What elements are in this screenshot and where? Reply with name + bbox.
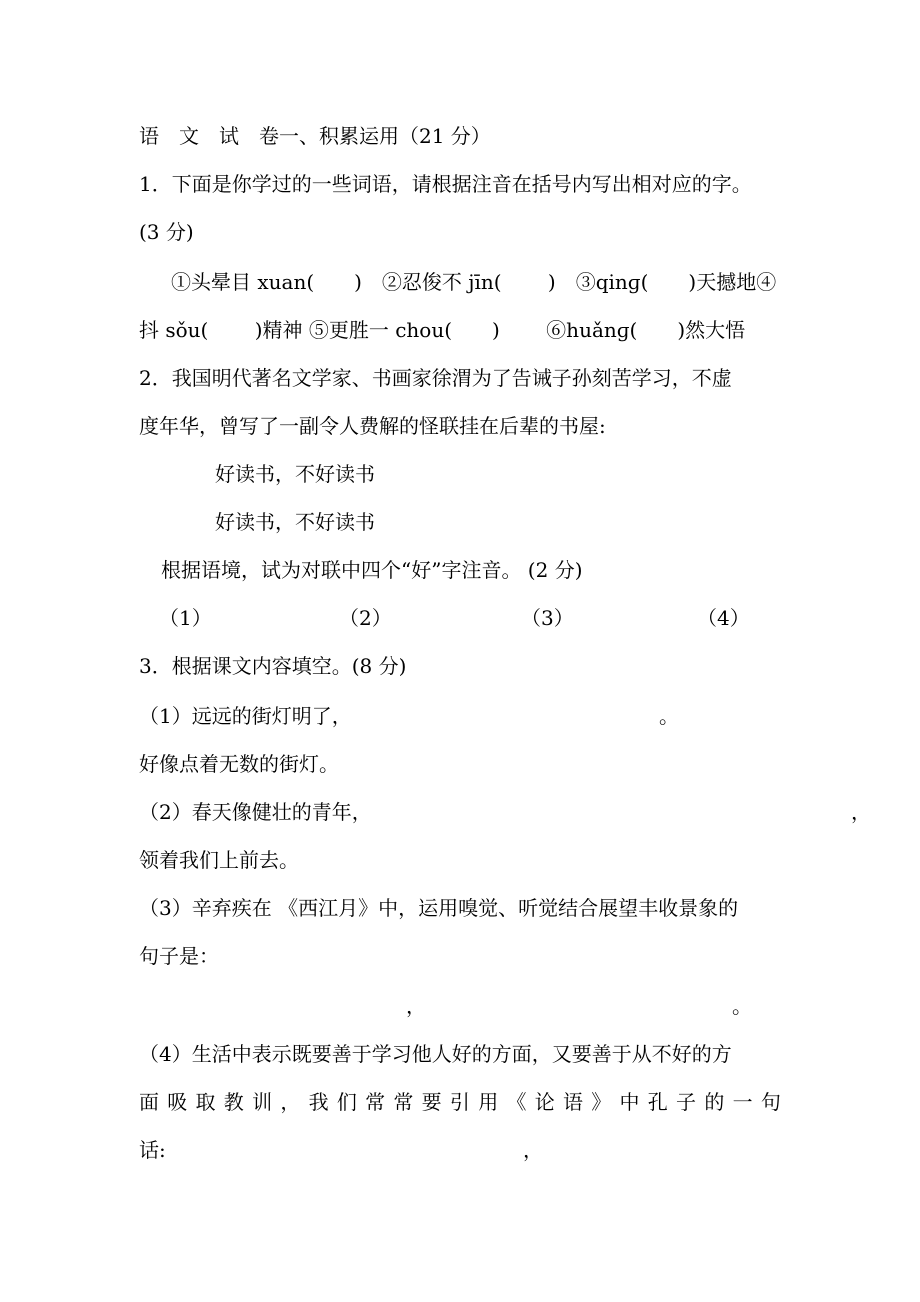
justified-char: 的 bbox=[704, 1090, 725, 1114]
q2-prompt-line2: 度年华，曾写了一副令人费解的怪联挂在后辈的书屋: bbox=[139, 414, 606, 438]
justified-char: ， bbox=[280, 1090, 301, 1114]
justified-char: 语 bbox=[562, 1090, 583, 1114]
q3-item4-line2 bbox=[139, 1090, 781, 1114]
justified-char: 》 bbox=[591, 1090, 612, 1114]
q3-item2-start: （2）春天像健壮的青年， bbox=[139, 800, 372, 824]
q2-blank-4: （4） bbox=[697, 606, 750, 630]
couplet-line-1: 好读书，不好读书 bbox=[215, 462, 375, 486]
q3-item4-line1: （4）生活中表示既要善于学习他人好的方面，又要善于从不好的方 bbox=[139, 1042, 732, 1066]
q3-item3-line2: 句子是： bbox=[139, 944, 219, 968]
q1-prompt-line1: 1．下面是你学过的一些词语，请根据注音在括号内写出相对应的字。 bbox=[139, 172, 752, 196]
justified-char: 一 bbox=[732, 1090, 753, 1114]
justified-char: 《 bbox=[506, 1090, 527, 1114]
q2-prompt-line1: 2．我国明代著名文学家、书画家徐渭为了告诫子孙刻苦学习，不虚 bbox=[139, 366, 732, 390]
q3-item2-end: ， bbox=[851, 800, 871, 824]
q2-blank-3: （3） bbox=[521, 606, 574, 630]
q3-item3-comma: ， bbox=[406, 994, 426, 1018]
q3-item2-cont: 领着我们上前去。 bbox=[139, 848, 299, 872]
q3-title: 3．根据课文内容填空。(8 分) bbox=[139, 654, 407, 678]
justified-char: 教 bbox=[223, 1090, 244, 1114]
justified-char: 们 bbox=[336, 1090, 357, 1114]
justified-char: 子 bbox=[676, 1090, 697, 1114]
justified-char: 训 bbox=[252, 1090, 273, 1114]
couplet-line-2: 好读书，不好读书 bbox=[215, 510, 375, 534]
justified-char: 我 bbox=[308, 1090, 329, 1114]
justified-char: 中 bbox=[619, 1090, 640, 1114]
justified-char: 取 bbox=[195, 1090, 216, 1114]
q3-item4-line3: 话: bbox=[139, 1138, 166, 1162]
justified-char: 常 bbox=[365, 1090, 386, 1114]
justified-char: 孔 bbox=[647, 1090, 668, 1114]
q3-item4-comma: ， bbox=[523, 1138, 543, 1162]
exam-title: 语 文 试 卷一、积累运用（21 分） bbox=[139, 124, 491, 148]
q2-blank-1: （1） bbox=[159, 606, 212, 630]
justified-char: 论 bbox=[534, 1090, 555, 1114]
q3-item3-line1: （3）辛弃疾在 《西江月》中，运用嗅觉、听觉结合展望丰收景象的 bbox=[139, 896, 739, 920]
justified-char: 面 bbox=[139, 1090, 159, 1114]
justified-char: 用 bbox=[478, 1090, 499, 1114]
q1-points: (3 分) bbox=[139, 220, 194, 244]
q3-item3-end: 。 bbox=[732, 994, 752, 1018]
q1-items-line1: ①头晕目 xuan( ) ②忍俊不 jīn( ) ③qinɡ( )天撼地④ bbox=[171, 270, 777, 294]
justified-char: 引 bbox=[449, 1090, 470, 1114]
q3-item1-cont: 好像点着无数的街灯。 bbox=[139, 752, 339, 776]
justified-char: 常 bbox=[393, 1090, 414, 1114]
justified-char: 句 bbox=[760, 1090, 781, 1114]
q2-blank-2: （2） bbox=[339, 606, 392, 630]
q3-item1-end: 。 bbox=[659, 704, 679, 728]
justified-char: 要 bbox=[421, 1090, 442, 1114]
q1-items-line2: 抖 sǒu( )精神 ⑤更胜一 chou( ) ⑥huǎnɡ( )然大悟 bbox=[139, 318, 746, 342]
q2-instruction: 根据语境，试为对联中四个“好”字注音。 (2 分) bbox=[161, 558, 583, 582]
q3-item1-start: （1）远远的街灯明了， bbox=[139, 704, 352, 728]
justified-char: 吸 bbox=[167, 1090, 188, 1114]
